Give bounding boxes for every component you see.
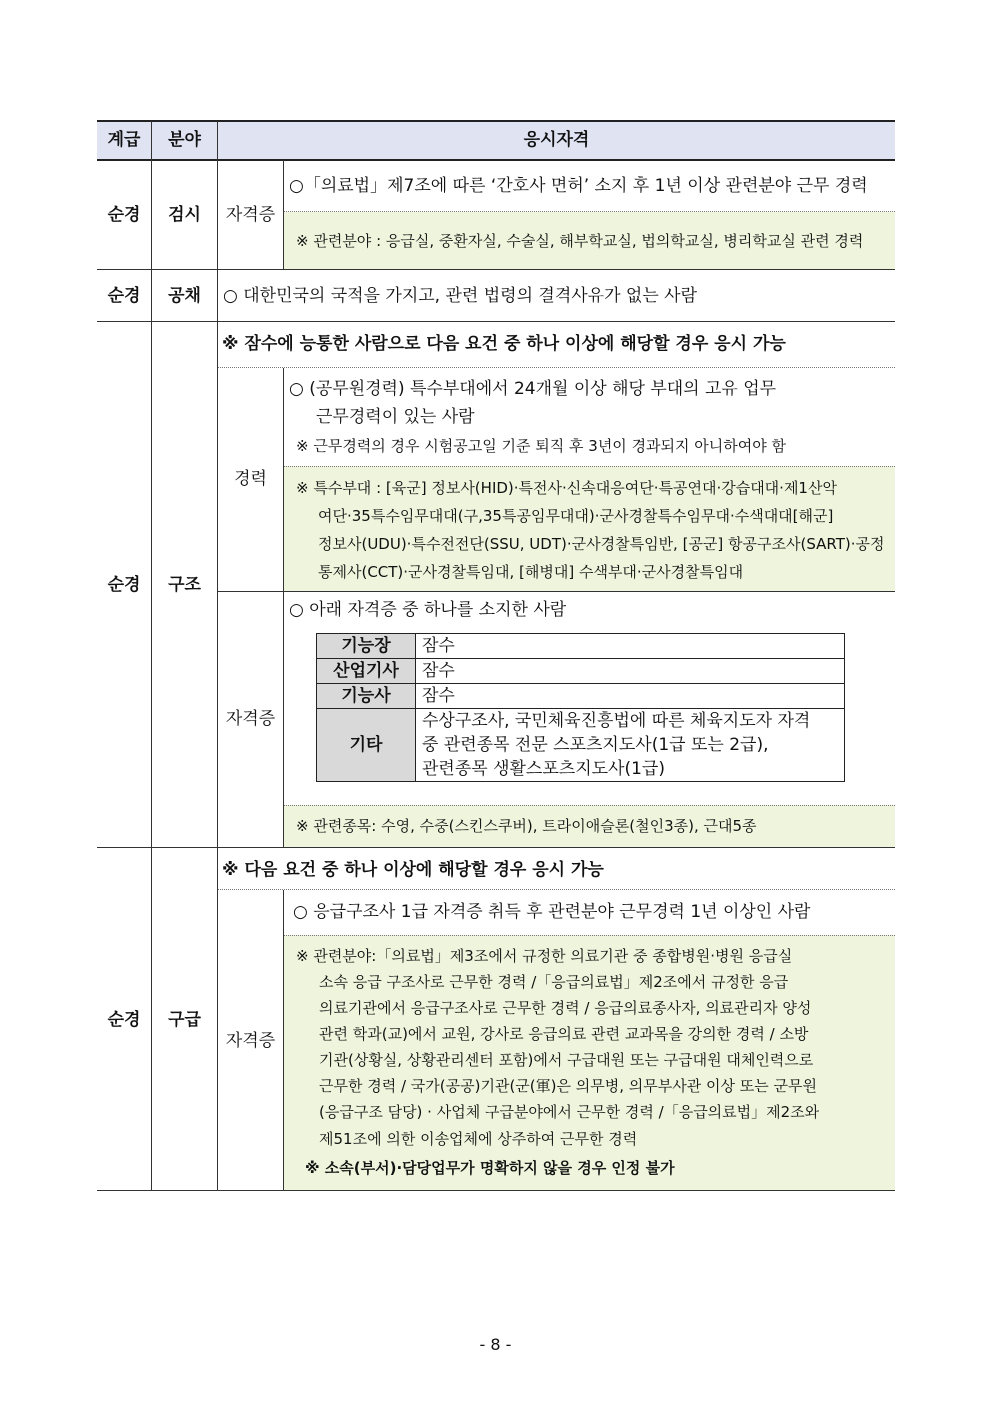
page-number: - 8 - [479, 1335, 512, 1354]
r4-header-note: ※ 다음 요건 중 하나 이상에 해당할 경우 응시 가능 [222, 860, 604, 880]
cert-value: 잠수 [416, 659, 845, 684]
header-level: 계급 [107, 130, 141, 150]
r3-career-note1: ※ 특수부대 : [육군] 정보사(HID)·특전사·신속대응여단·특공연대·강습대대·제1산악 [296, 479, 837, 497]
cert-value [416, 709, 845, 782]
r1-main: ○「의료법」제7조에 따른 ‘간호사 면허’ 소지 후 1년 이상 관련분야 근무 경력 [289, 176, 868, 196]
r4-note7: (응급구조 담당) · 사업체 구급분야에서 근무한 경력 /「응급의료법」제2조와 [319, 1103, 820, 1121]
r4-note6: 근무한 경력 / 국가(공공)기관(군(軍)은 의무병, 의무부사관 이상 또는 군무원 [319, 1077, 817, 1095]
r3-career-note4: 통제사(CCT)·군사경찰특임대, [해병대] 수색부대·군사경찰특임대 [318, 563, 744, 581]
r3-career-line1: ○ (공무원경력) 특수부대에서 24개월 이상 해당 부대의 고유 업무 [289, 379, 777, 399]
cert-key: 기능장 [317, 634, 416, 659]
r4-note2: 소속 응급 구조사로 근무한 경력 /「응급의료법」제2조에서 규정한 응급 [319, 973, 789, 991]
header-field: 분야 [168, 130, 201, 150]
r3-career-line3: ※ 근무경력의 경우 시험공고일 기준 퇴직 후 3년이 경과되지 아니하여야 함 [296, 437, 787, 455]
cert-value-line: 중 관련종목 전문 스포츠지도사(1급 또는 2급), [422, 735, 769, 755]
cert-key: 산업기사 [317, 659, 416, 684]
cert-value-line: 관련종목 생활스포츠지도사(1급) [422, 759, 665, 779]
r3-career-note2: 여단·35특수임무대대(구,35특공임무대대)·군사경찰특수임무대·수색대대[해군] [318, 507, 834, 525]
r4-note9: ※ 소속(부서)·담당업무가 명확하지 않을 경우 인정 불가 [305, 1159, 675, 1177]
r3-career-line2: 근무경력이 있는 사람 [316, 407, 475, 427]
r1-level: 순경 [107, 205, 141, 225]
r2-level: 순경 [107, 286, 141, 306]
r3-career-label: 경력 [234, 469, 267, 489]
r4-note4: 관련 학과(교)에서 교원, 강사로 응급의료 관련 교과목을 강의한 경력 / 소방 [319, 1025, 809, 1043]
r3-cert-label: 자격증 [225, 709, 276, 729]
r4-note1: ※ 관련분야:「의료법」제3조에서 규정한 의료기관 중 종합병원·병원 응급실 [296, 947, 793, 965]
r3-cert-line1: ○ 아래 자격증 중 하나를 소지한 사람 [289, 600, 567, 620]
cert-value-line: 수상구조사, 국민체육진흥법에 따른 체육지도자 자격 [422, 711, 811, 731]
r3-career-note3: 정보사(UDU)·특수전전단(SSU, UDT)·군사경찰특임반, [공군] 항공구조사(SART)·공정 [318, 535, 885, 553]
r3-level: 순경 [107, 575, 141, 595]
r4-note5: 기관(상황실, 상황관리센터 포함)에서 구급대원 또는 구급대원 대체인력으로 [319, 1051, 814, 1069]
r3-header-note: ※ 잠수에 능통한 사람으로 다음 요건 중 하나 이상에 해당할 경우 응시 가능 [222, 334, 786, 354]
r1-field: 검시 [168, 205, 201, 225]
r4-main: ○ 응급구조사 1급 자격증 취득 후 관련분야 근무경력 1년 이상인 사람 [293, 902, 811, 922]
cert-key: 기능사 [317, 684, 416, 709]
r3-cert-note: ※ 관련종목: 수영, 수중(스킨스쿠버), 트라이애슬론(철인3종), 근대5종 [296, 817, 757, 835]
cert-value: 잠수 [416, 634, 845, 659]
header-qualification: 응시자격 [523, 130, 590, 150]
cert-table [316, 633, 845, 782]
table-row [317, 684, 845, 709]
r2-main: ○ 대한민국의 국적을 가지고, 관련 법령의 결격사유가 없는 사람 [223, 286, 698, 306]
r4-note8: 제51조에 의한 이송업체에 상주하여 근무한 경력 [319, 1130, 638, 1148]
cert-value: 잠수 [416, 684, 845, 709]
r3-field: 구조 [168, 575, 201, 595]
r4-note3: 의료기관에서 응급구조사로 근무한 경력 / 응급의료종사자, 의료관리자 양성 [319, 999, 812, 1017]
table-row [317, 634, 845, 659]
r4-field: 구급 [168, 1010, 201, 1030]
r1-note: ※ 관련분야 : 응급실, 중환자실, 수술실, 해부학교실, 법의학교실, 병리학교실 관련 경력 [296, 232, 864, 250]
r2-field: 공채 [168, 286, 201, 306]
table-row [317, 709, 845, 782]
r1-sub: 자격증 [225, 205, 276, 225]
r4-level: 순경 [107, 1010, 141, 1030]
r4-sub: 자격증 [225, 1031, 276, 1051]
table-row [317, 659, 845, 684]
cert-key: 기타 [317, 709, 416, 782]
